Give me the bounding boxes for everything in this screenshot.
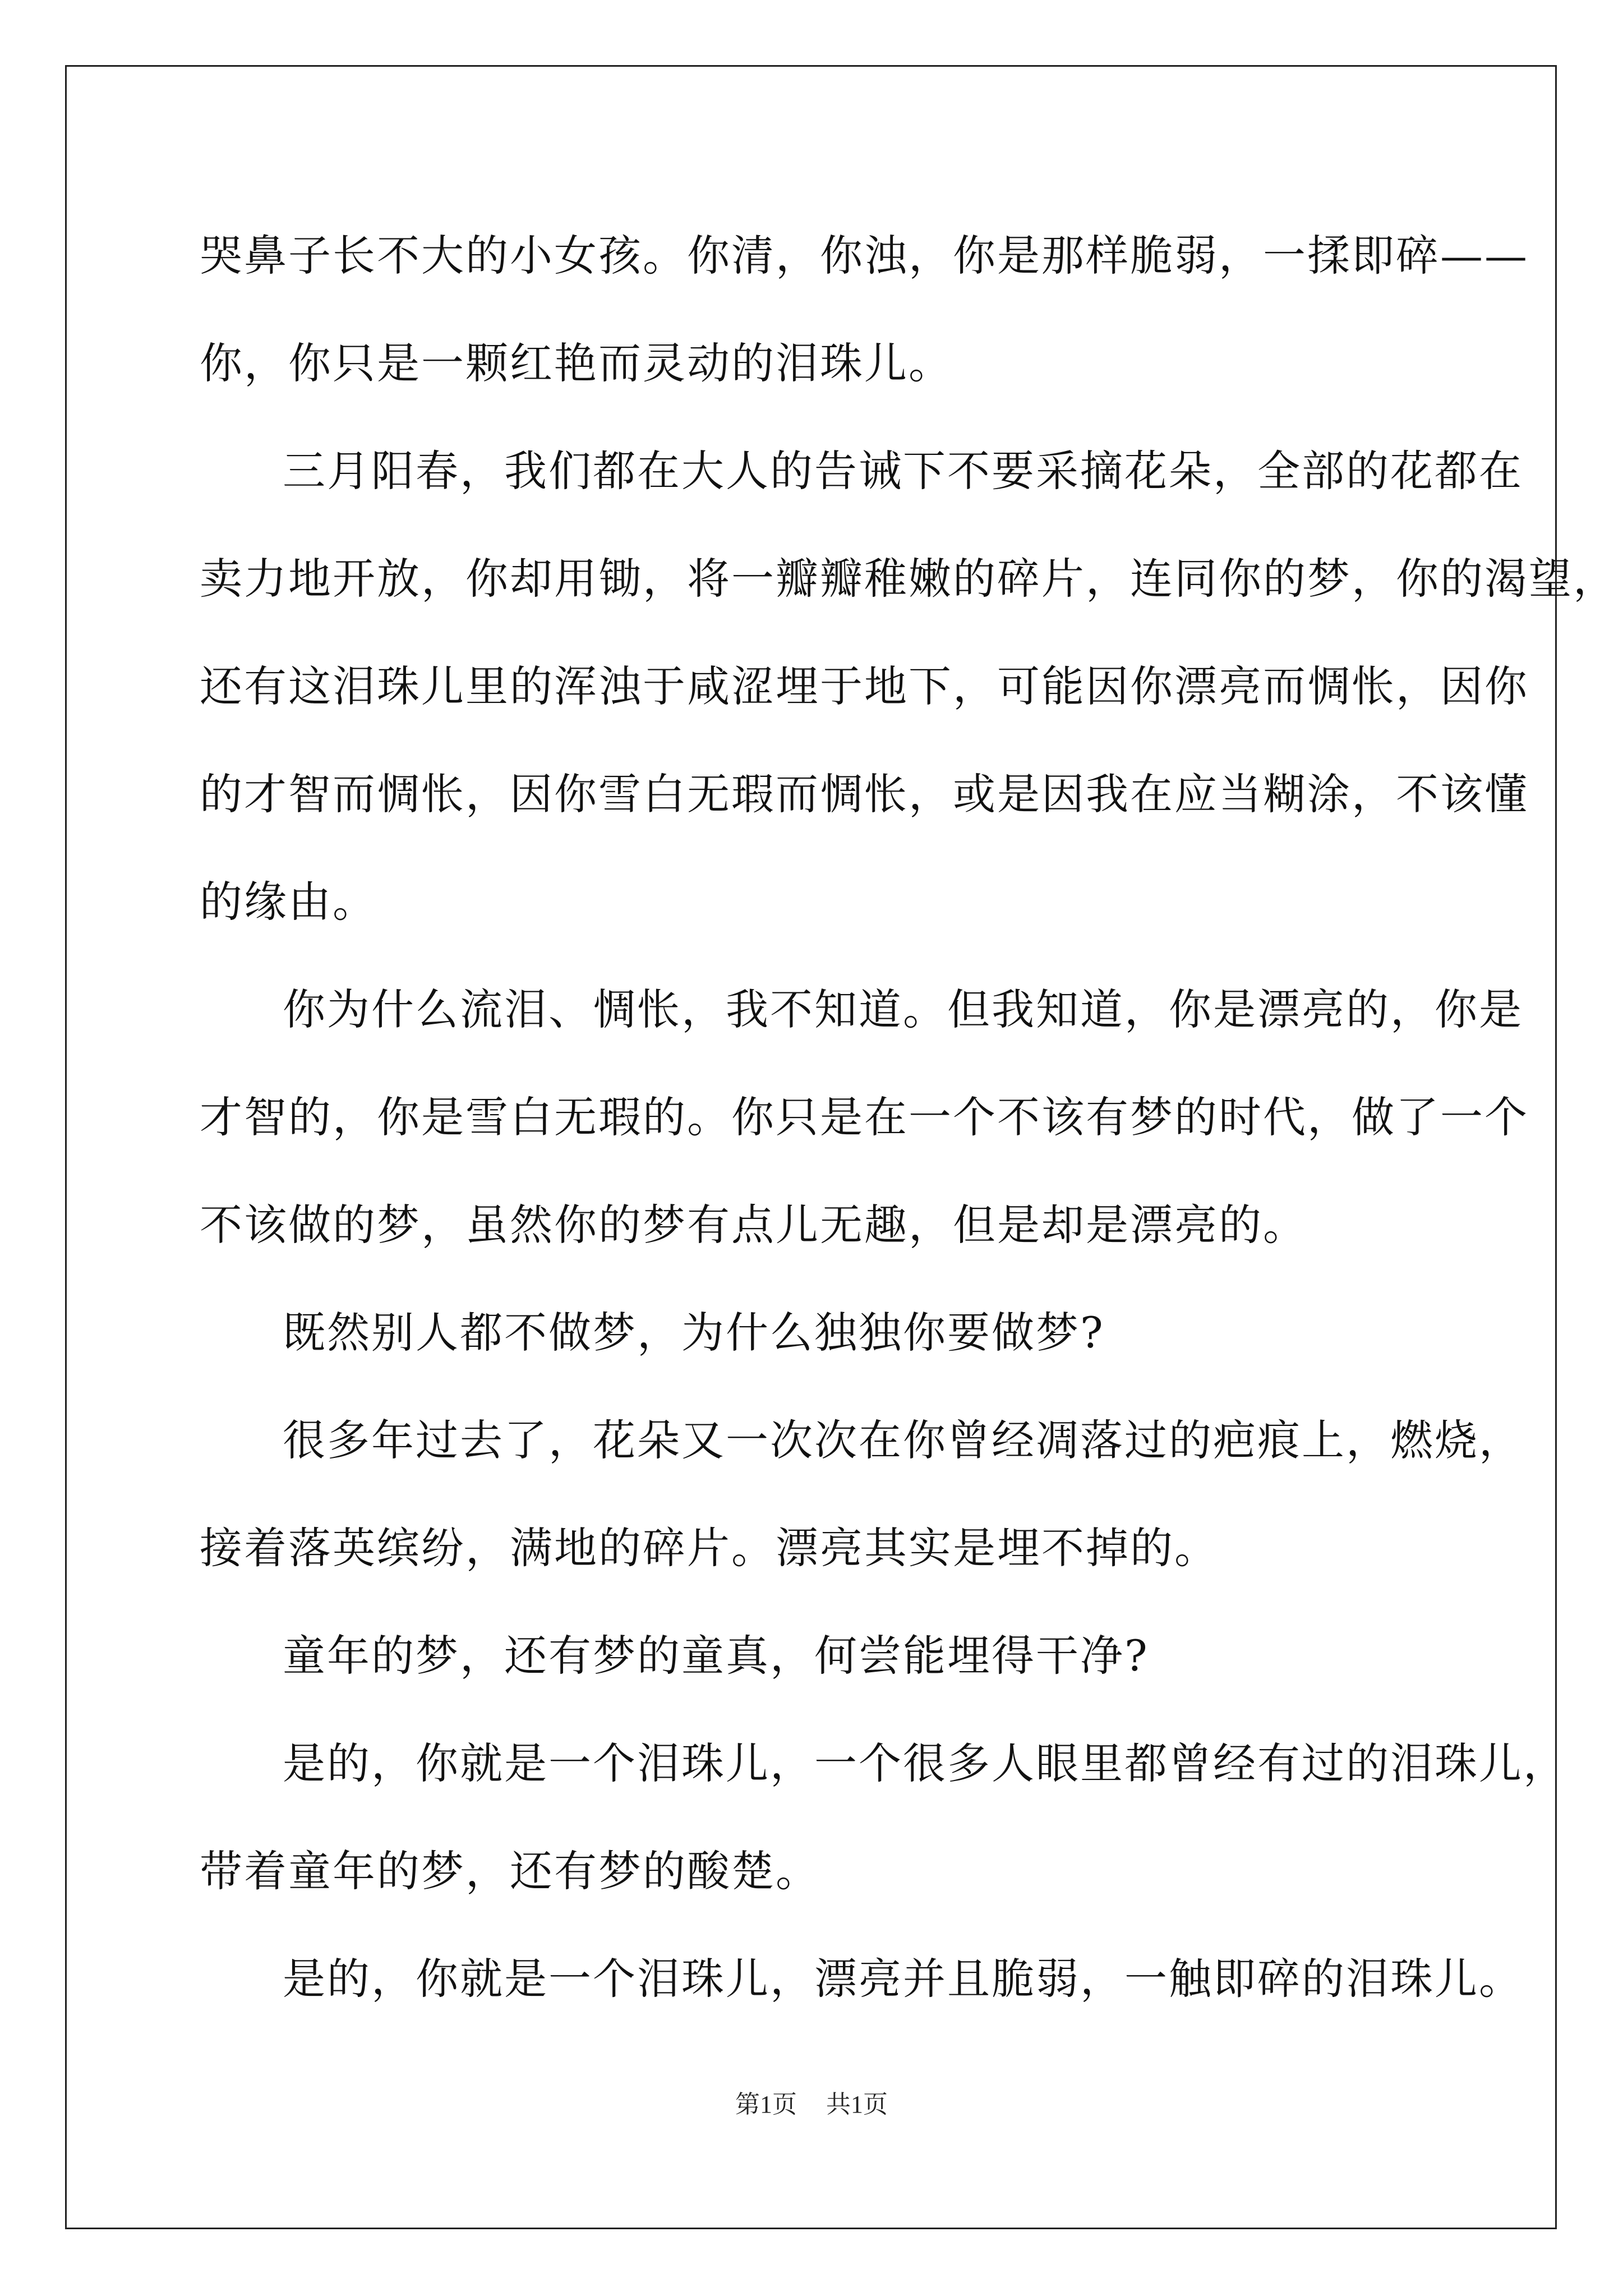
text-line: 哭鼻子长不大的小女孩。你清，你浊，你是那样脆弱，一揉即碎—— (200, 231, 1529, 280)
paragraph-first-line: 童年的梦，还有梦的童真，何尝能埋得干净? (283, 1631, 1149, 1681)
text-line: 不该做的梦，虽然你的梦有点儿无趣，但是却是漂亮的。 (200, 1200, 1307, 1250)
text-line: 的才智而惆怅，因你雪白无瑕而惆怅，或是因我在应当糊涂，不该懂 (200, 769, 1529, 819)
page-total: 共1页 (826, 2091, 888, 2118)
paragraph-first-line: 很多年过去了，花朵又一次次在你曾经凋落过的疤痕上，燃烧， (283, 1415, 1523, 1465)
document-body (200, 202, 1617, 2033)
text-line: 卖力地开放，你却用锄，将一瓣瓣稚嫩的碎片，连同你的梦，你的渴望， (200, 554, 1617, 604)
text-line: 的缘由。 (200, 877, 377, 927)
paragraph-first-line: 是的，你就是一个泪珠儿，漂亮并且脆弱，一触即碎的泪珠儿。 (283, 1954, 1523, 2004)
paragraph-first-line: 三月阳春，我们都在大人的告诫下不要采摘花朵，全部的花都在 (283, 446, 1523, 496)
paragraph-first-line: 你为什么流泪、惆怅，我不知道。但我知道，你是漂亮的，你是 (283, 984, 1523, 1034)
text-line: 才智的，你是雪白无瑕的。你只是在一个不该有梦的时代，做了一个 (200, 1092, 1529, 1142)
text-line: 你，你只是一颗红艳而灵动的泪珠儿。 (200, 338, 953, 388)
text-line: 带着童年的梦，还有梦的酸楚。 (200, 1846, 820, 1896)
text-line: 接着落英缤纷，满地的碎片。漂亮其实是埋不掉的。 (200, 1523, 1219, 1573)
page-number: 第1页 (735, 2091, 797, 2118)
paragraph-first-line: 既然别人都不做梦，为什么独独你要做梦? (283, 1308, 1105, 1358)
text-line: 还有这泪珠儿里的浑浊于咸涩埋于地下，可能因你漂亮而惆怅，因你 (200, 661, 1529, 711)
paragraph-first-line: 是的，你就是一个泪珠儿，一个很多人眼里都曾经有过的泪珠儿， (283, 1738, 1567, 1788)
page-footer (0, 2088, 1623, 2122)
